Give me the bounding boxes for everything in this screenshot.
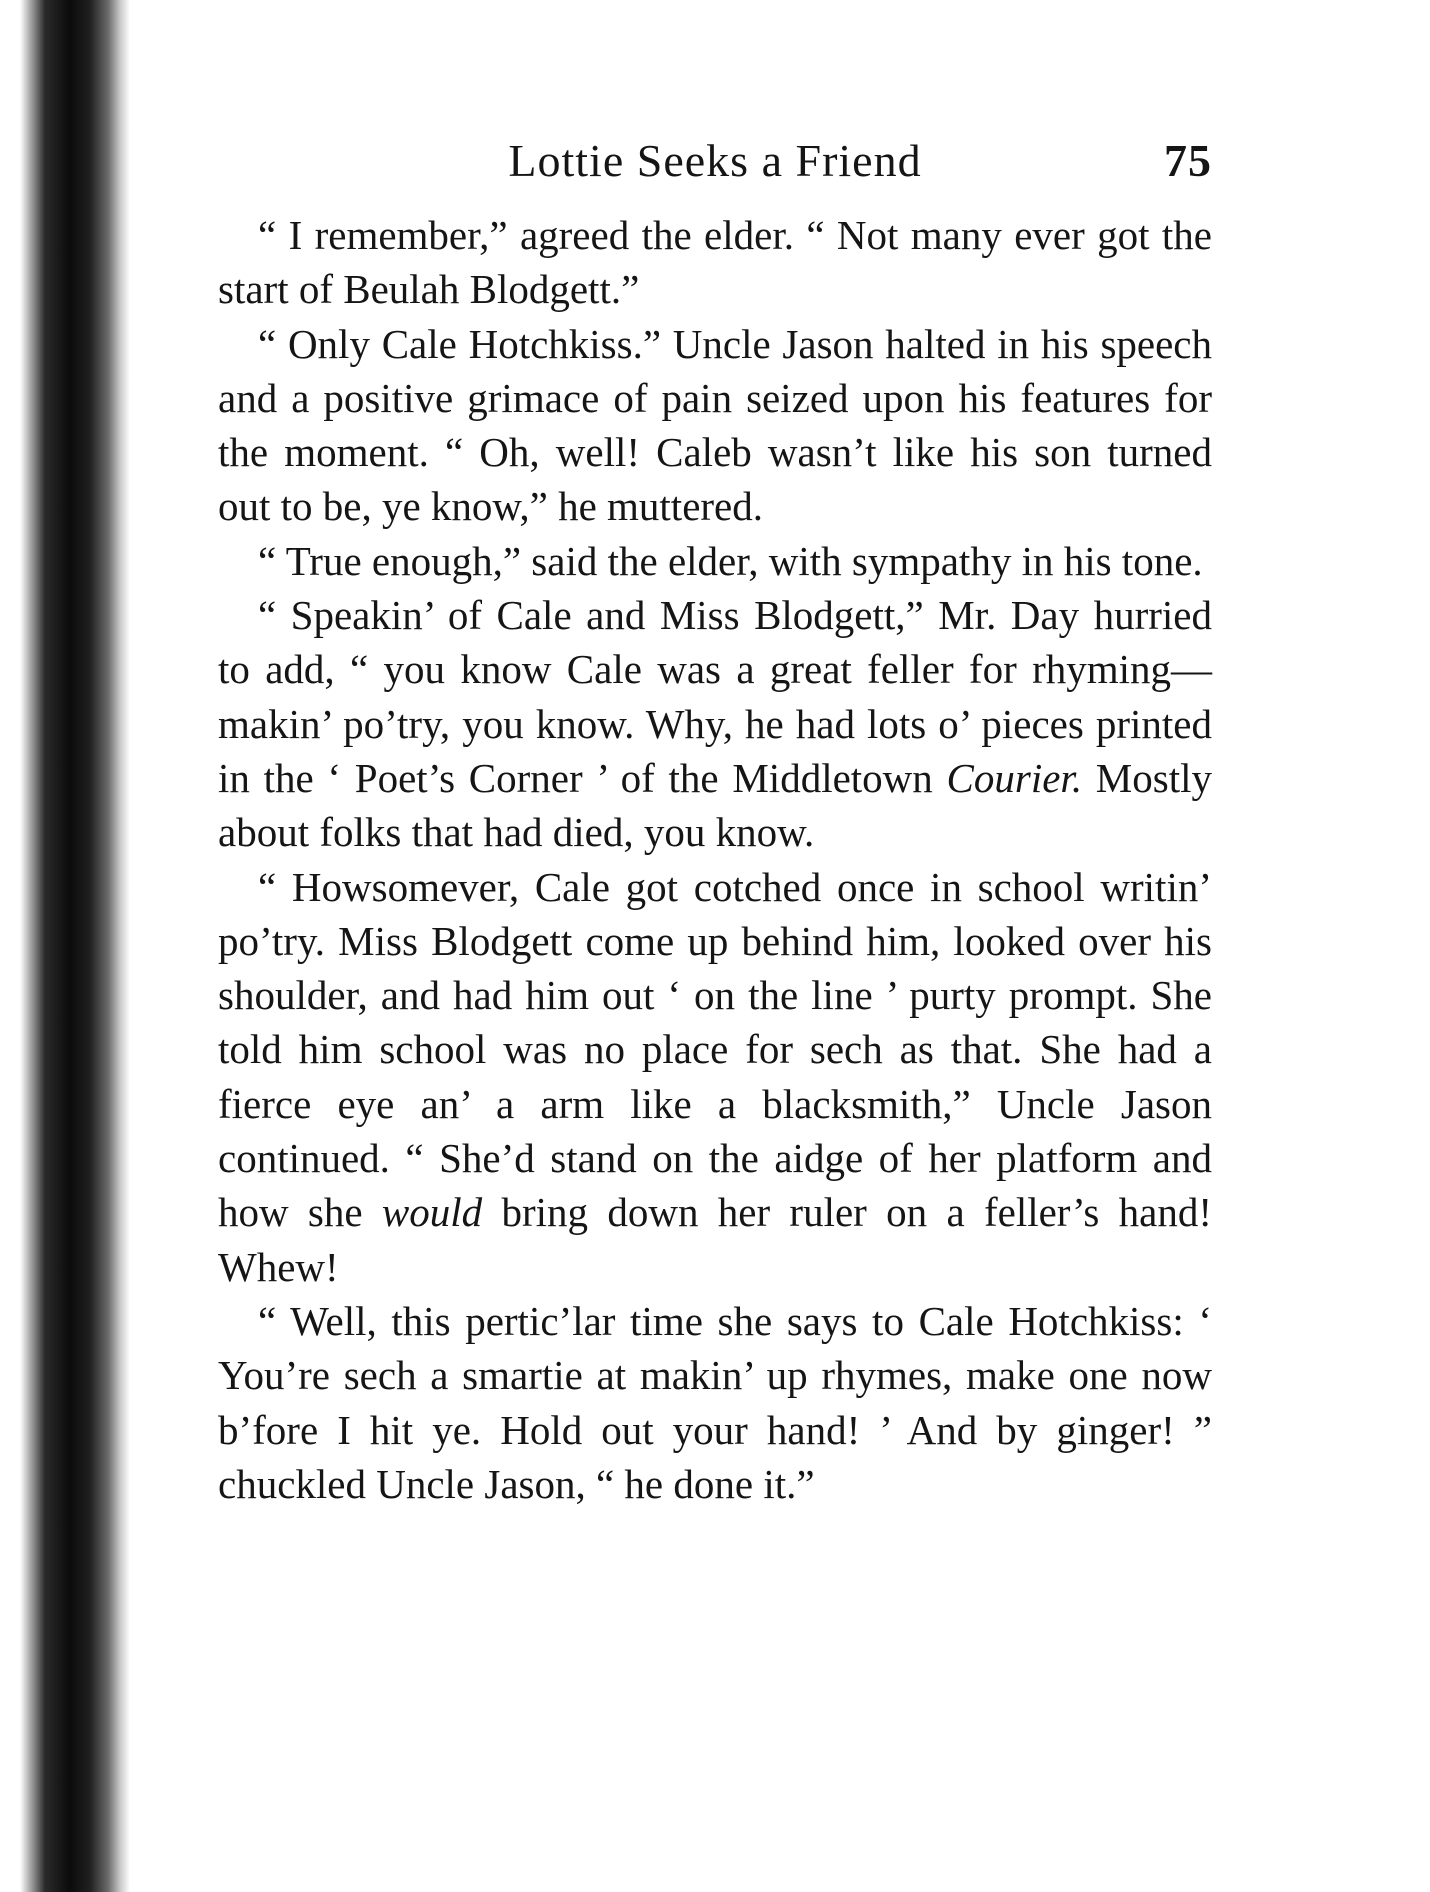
page-number: 75 — [1164, 135, 1212, 186]
paragraph-4-part-a: “ Speakin’ of Cale and Miss Blodgett,” Mr. Day hurried to add, “ you know Cale was a great feller for rhyming—makin’ po’try, you know. Why, he had lots o’ pieces printed in the ‘ Poet’s Corner ’ of the Middletown — [218, 592, 1212, 801]
paragraph-1: “ I remember,” agreed the elder. “ Not many ever got the start of Beulah Blodgett.” — [218, 212, 1212, 313]
binding-shadow — [0, 0, 130, 1892]
paragraph-6: “ Well, this pertic’lar time she says to Cale Hotchkiss: ‘ You’re sech a smartie at makin’ up rhymes, make one now b’fore I hit ye. Hold out your hand! ’ And by ginger! ” chuckled Uncle Jason, “ he done it.” — [218, 1297, 1212, 1507]
paragraph-4-emphasis: Courier. — [946, 754, 1083, 801]
paragraph-5-emphasis: would — [381, 1189, 483, 1236]
paragraph-5 — [218, 860, 1212, 1294]
paragraph-2: “ Only Cale Hotchkiss.” Uncle Jason halted in his speech and a positive grimace of pain seized upon his features for the moment. “ Oh, well! Caleb wasn’t like his son turned out to be, ye know,” he muttered. — [218, 320, 1212, 530]
paragraph-5-part-b: bring down her ruler on a feller’s hand! Whew! — [218, 1189, 1212, 1290]
body-text — [218, 208, 1212, 1511]
paragraph-3: “ True enough,” said the elder, with sympathy in his tone. — [258, 537, 1203, 584]
paragraph-4 — [218, 588, 1212, 859]
paragraph-5-part-a: “ Howsomever, Cale got cotched once in school writin’ po’try. Miss Blodgett come up behind him, looked over his shoulder, and had him out ‘ on the line ’ purty prompt. She told him school was no place for sech as that. She had a fierce eye an’ a arm like a blacksmith,” Uncle Jason continued. “ She’d stand on the aidge of her platform and how she — [218, 863, 1212, 1236]
paragraph-4-part-b: Mostly about folks that had died, you know. — [218, 754, 1212, 856]
book-page — [218, 128, 1212, 1511]
running-title: Lottie Seeks a Friend — [508, 135, 922, 186]
running-header — [218, 128, 1212, 208]
